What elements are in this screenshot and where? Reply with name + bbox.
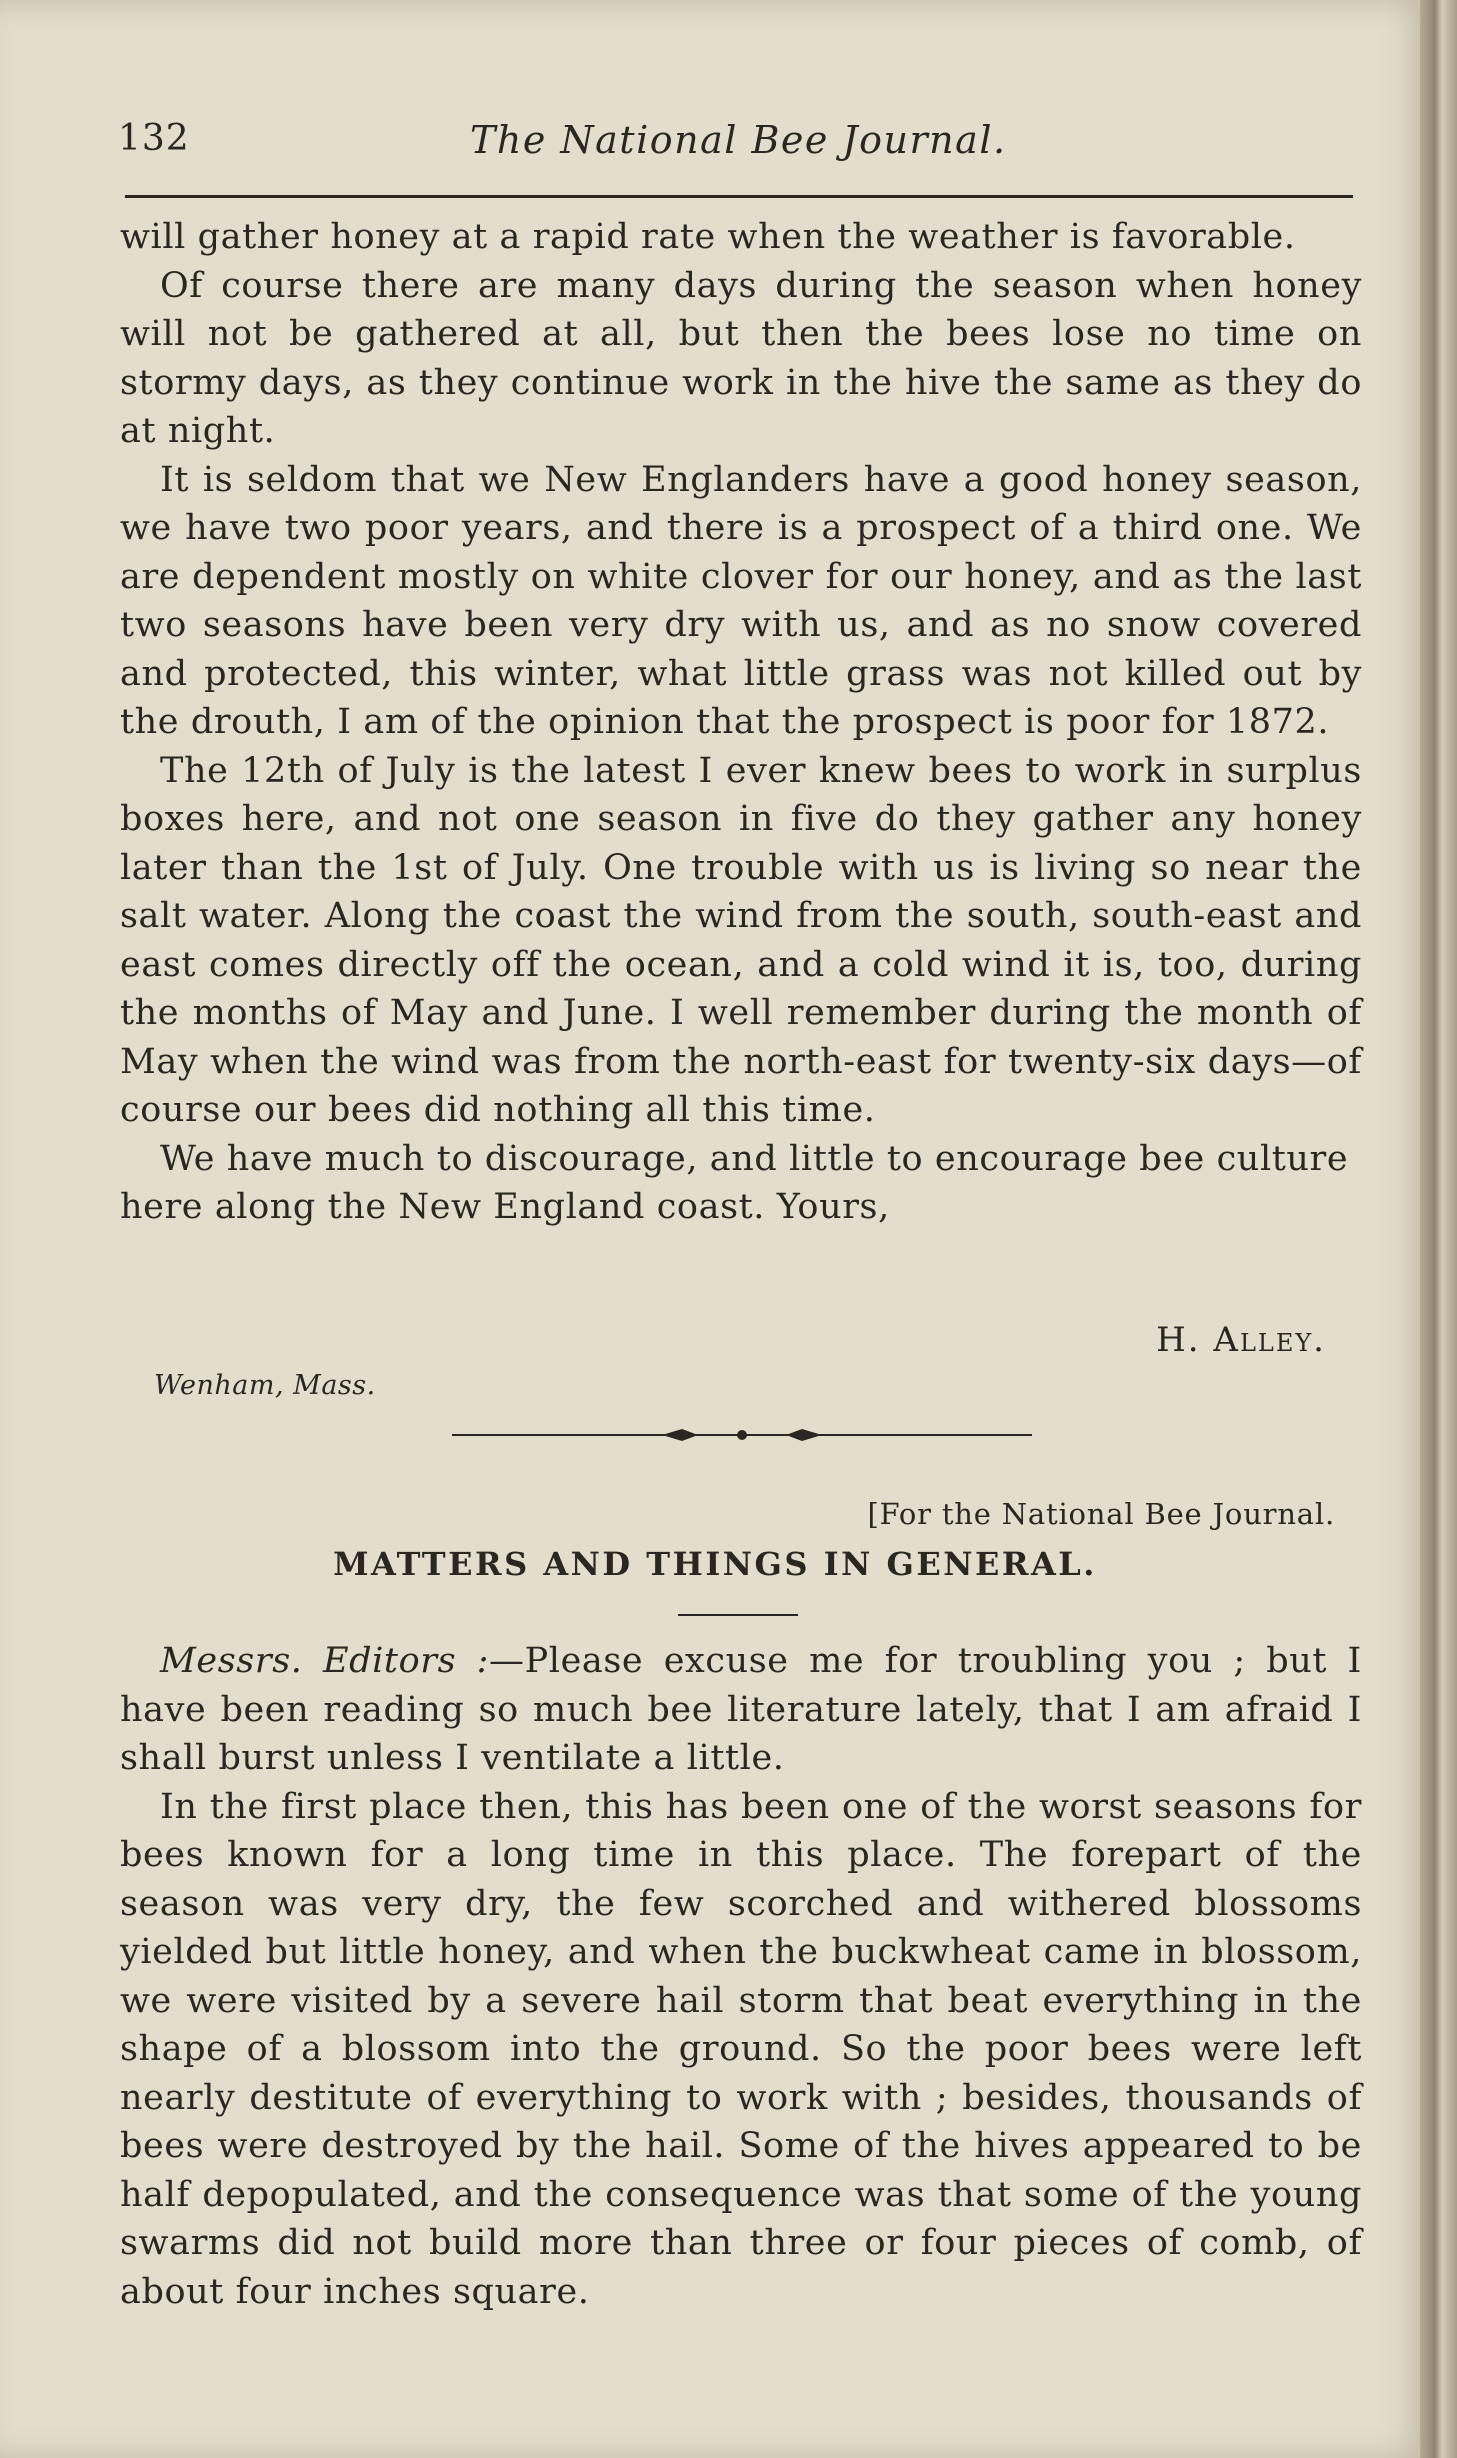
page-edge xyxy=(1420,0,1457,2458)
running-title: The National Bee Journal. xyxy=(470,118,1007,162)
paragraph-text: —Please excuse me for troubling you ; but I have been reading so much bee literature lately, that I am afraid I shall burst unless I ventilate a little. xyxy=(120,1641,1362,1778)
paragraph: The 12th of July is the latest I ever knew bees to work in surplus boxes here, and not one season in five do they gather any honey later than the 1st of July. One trouble with us is living so near the salt water. Along the coast the wind from the south, south-east and east comes directly off the ocean, and a cold wind it is, too, during the months of May and June. I well remember during the month of May when the wind was from the north-east for twenty-six days—of course our bees did nothing all this time. xyxy=(120,750,1362,1130)
paragraph: Of course there are many days during the season when honey will not be gathered at all, but then the bees lose no time on stormy days, as they continue work in the hive the same as they do at night. xyxy=(120,265,1362,451)
paragraph: It is seldom that we New Englanders have a good honey season, we have two poor years, and there is a prospect of a third one. We are dependent mostly on white clover for our honey, and as the last two seasons have been very dry with us, and as no snow covered and protected, this winter, what little grass was not killed out by the drouth, I am of the opinion that the prospect is poor for 1872. xyxy=(120,459,1362,742)
paragraph: We have much to discourage, and little to encourage bee culture here along the New England coast. Yours, xyxy=(120,1138,1349,1227)
section-divider-ornament xyxy=(452,1420,1032,1450)
author-signature: H. Alley. xyxy=(1156,1320,1326,1360)
page-header xyxy=(118,118,1358,178)
letter-body xyxy=(120,213,1362,1232)
page-number: 132 xyxy=(118,118,190,159)
source-credit: [For the National Bee Journal. xyxy=(867,1497,1335,1531)
article-title: MATTERS AND THINGS IN GENERAL. xyxy=(333,1545,1097,1583)
salutation: Messrs. Editors : xyxy=(160,1641,490,1681)
paragraph: In the first place then, this has been one of the worst seasons for bees known for a long time in this place. The forepart of the season was very dry, the few scorched and withered blossoms yielded but little honey, and when the buckwheat came in blossom, we were visited by a severe hail storm that beat everything in the shape of a blossom into the ground. So the poor bees were left nearly destitute of everything to work with ; besides, thousands of bees were destroyed by the hail. Some of the hives appeared to be half depopulated, and the consequence was that some of the young swarms did not build more than three or four pieces of comb, of about four inches square. xyxy=(120,1786,1362,2312)
paragraph xyxy=(120,1637,1362,1783)
signature-block xyxy=(120,1320,1362,1400)
header-rule xyxy=(125,195,1353,198)
article-body xyxy=(120,1637,1362,2316)
paragraph: will gather honey at a rapid rate when the weather is favorable. xyxy=(120,217,1296,257)
title-rule xyxy=(678,1614,798,1616)
dateline-place: Wenham, Mass. xyxy=(154,1370,376,1401)
